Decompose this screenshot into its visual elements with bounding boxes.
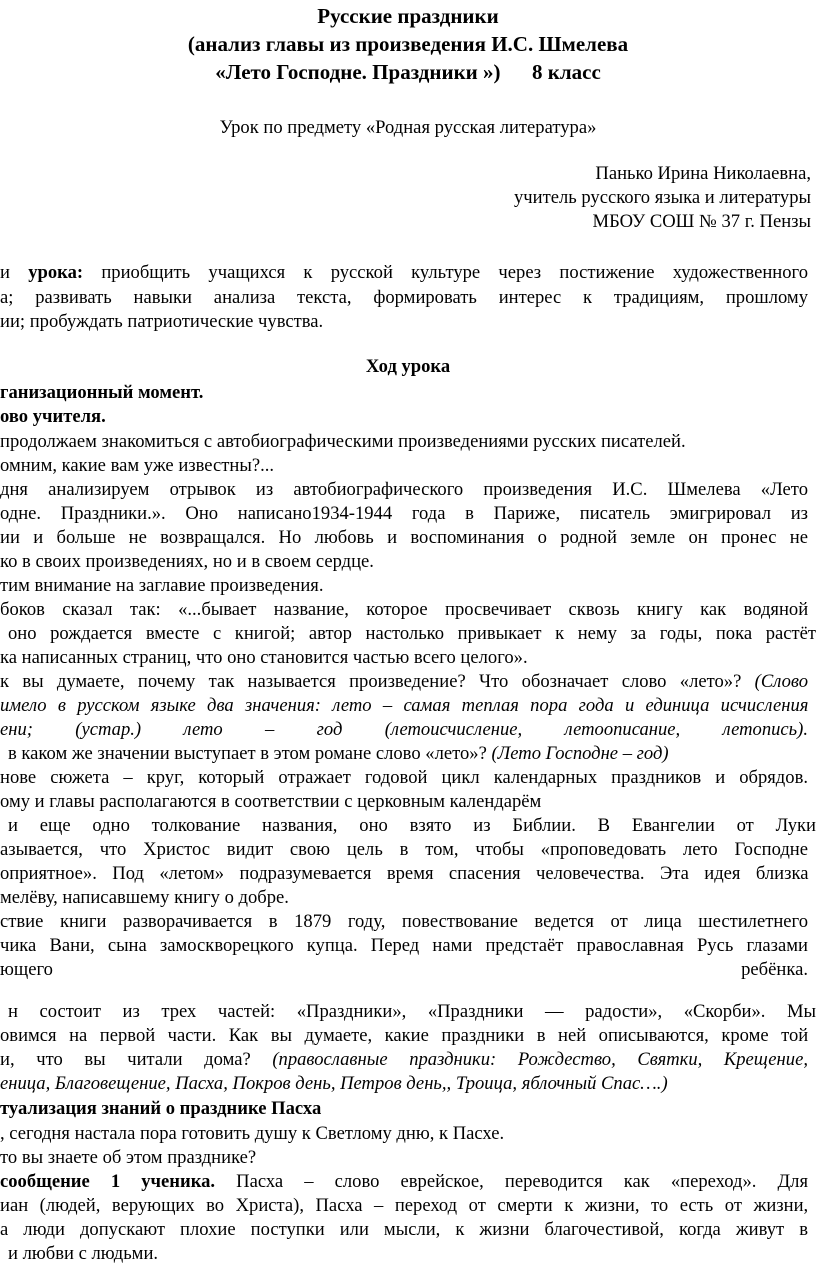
body-line: иан (людей, верующих во Христа), Пасха – переход от смерти к жизни, то есть от жизни, [0, 1195, 809, 1216]
goal-label: урока: [28, 262, 84, 283]
section-heading-2: ово учителя. [0, 406, 106, 427]
body-line: сообщение 1 ученика. Пасха – слово еврейское, переводится как «переход». Для [0, 1171, 808, 1192]
goal-line-1: и урока: приобщить учащихся к русской культуре через постижение художественного [0, 262, 809, 283]
author-school: МБОУ СОШ № 37 г. Пензы [592, 211, 811, 232]
body-line: чика Вани, сына замоскворецкого купца. Перед нами предстаёт православная Русь глазами [0, 935, 808, 956]
body-line: ии и больше не возвращался. Но любовь и воспоминания о родной земле он пронес не [0, 527, 808, 548]
body-line: одне. Праздники.». Оно написано1934-1944 года в Париже, писатель эмигрировал из [0, 503, 808, 524]
body-line: оприятное». Под «летом» подразумевается время спасения человечества. Эта идея близка [0, 863, 809, 884]
body-line: омним, какие вам уже известны?... [0, 455, 275, 476]
title-line-1: Русские праздники [317, 4, 499, 28]
author-position: учитель русского языка и литературы [513, 187, 811, 208]
goal-line-2: а; развивать навыки анализа текста, формировать интерес к традициям, прошлому [0, 287, 808, 308]
body-line: тим внимание на заглавие произведения. [0, 575, 324, 596]
title-line-3: «Лето Господне. Праздники ») 8 класс [215, 60, 601, 84]
body-line: ющего ребёнка. [0, 959, 808, 980]
subtitle: Урок по предмету «Родная русская литература» [219, 117, 597, 138]
goal-line-3: ии; пробуждать патриотические чувства. [0, 311, 324, 332]
body-line: н состоит из трех частей: «Праздники», «Праздники — радости», «Скорби». Мы [8, 1001, 816, 1022]
body-line: боков сказал так: «...бывает название, которое просвечивает сквозь книгу как водяной [0, 599, 809, 620]
section-heading-3: туализация знаний о празднике Пасха [0, 1098, 322, 1119]
body-line: нове сюжета – круг, который отражает годовой цикл календарных праздников и обрядов. [0, 767, 808, 788]
body-line: , сегодня настала пора готовить душу к Светлому дню, к Пасхе. [0, 1123, 505, 1144]
body-line: в каком же значении выступает в этом романе слово «лето»? (Лето Господне – год) [8, 743, 669, 764]
course-heading: Ход урока [365, 356, 451, 377]
body-line: и, что вы читали дома? (православные праздники: Рождество, Святки, Крещение, [0, 1049, 808, 1070]
body-line-italic: ени; (устар.) лето – год (летоисчисление, летоописание, летопись). [0, 719, 808, 740]
body-line: дня анализируем отрывок из автобиографического произведения И.С. Шмелева «Лето [0, 479, 808, 500]
body-line: продолжаем знакомиться с автобиографическими произведениями русских писателей. [0, 431, 686, 452]
body-line: то вы знаете об этом празднике? [0, 1147, 257, 1168]
body-line: овимся на первой части. Как вы думаете, какие праздники в ней описываются, кроме той [0, 1025, 809, 1046]
body-line: и любви с людьми. [8, 1243, 159, 1264]
body-line: ка написанных страниц, что оно становится частью всего целого». [0, 647, 528, 668]
body-line: азывается, что Христос видит свою цель в том, чтобы «проповедовать лето Господне [0, 839, 808, 860]
title-line-2: (анализ главы из произведения И.С. Шмелева [187, 32, 629, 56]
body-line-italic: еница, Благовещение, Пасха, Покров день, Петров день,, Троица, яблочный Спас….) [0, 1073, 668, 1094]
body-line: оно рождается вместе с книгой; автор настолько привыкает к нему за годы, пока растёт [8, 623, 816, 644]
body-line: и еще одно толкование названия, оно взято из Библии. В Евангелии от Луки [8, 815, 816, 836]
author-name: Панько Ирина Николаевна, [595, 163, 811, 184]
section-heading-1: ганизационный момент. [0, 382, 204, 403]
body-line: ко в своих произведениях, но и в своем сердце. [0, 551, 374, 572]
body-line: ому и главы располагаются в соответствии с церковным календарём [0, 791, 542, 812]
body-line: а люди допускают плохие поступки или мысли, к жизни благочестивой, когда живут в [0, 1219, 808, 1240]
body-line: к вы думаете, почему так называется произведение? Что обозначает слово «лето»? (Слово [0, 671, 808, 692]
body-line: мелёву, написавшему книгу о добре. [0, 887, 289, 908]
body-line-italic: имело в русском языке два значения: лето – самая теплая пора года и единица исчисления [0, 695, 809, 716]
body-line: ствие книги разворачивается в 1879 году, повествование ведется от лица шестилетнего [0, 911, 808, 932]
